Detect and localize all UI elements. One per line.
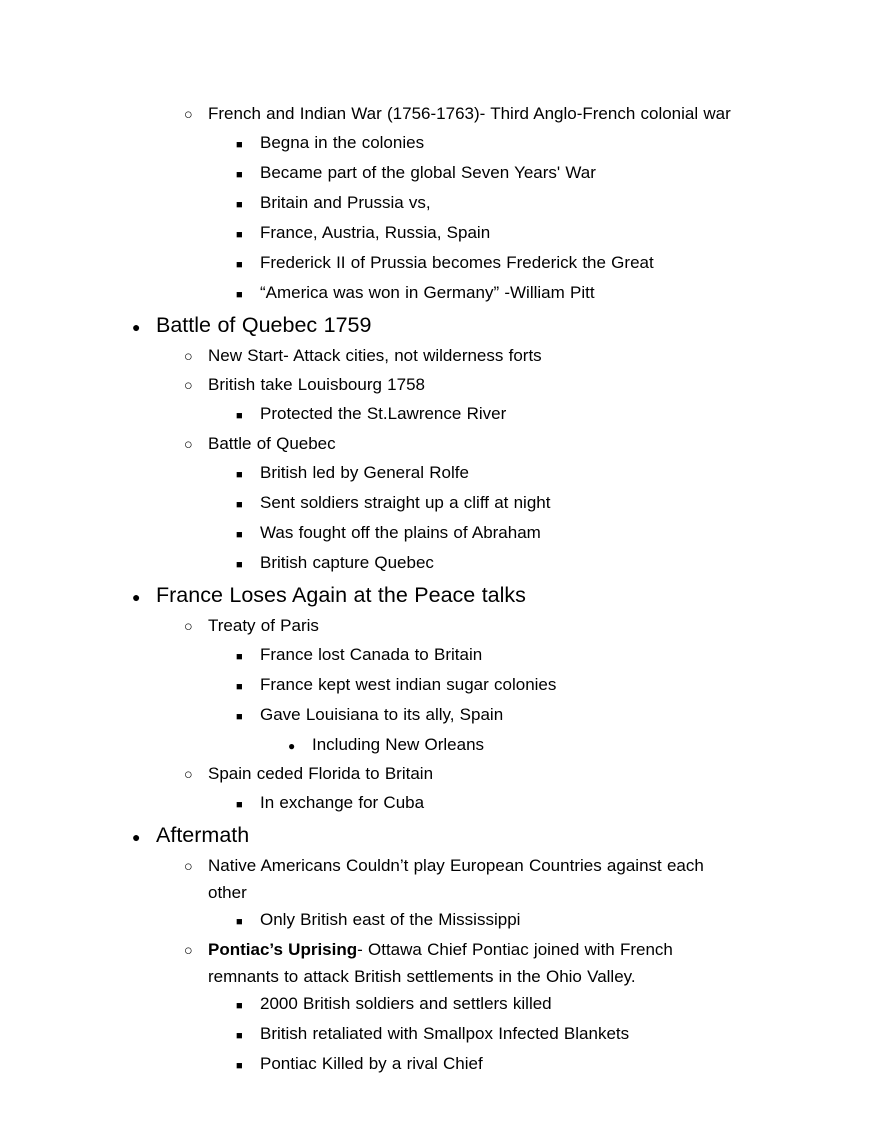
bullet-square-icon: ■ xyxy=(236,469,243,481)
list-item-text: French and Indian War (1756-1763)- Third Anglo-French colonial war xyxy=(208,104,731,123)
bullet-hollow-circle-icon: ○ xyxy=(184,943,193,959)
bullet-square-icon: ■ xyxy=(236,410,243,422)
list-item xyxy=(0,489,880,519)
list-item-text: Was fought off the plains of Abraham xyxy=(260,523,541,542)
bullet-filled-circle-icon: ● xyxy=(288,739,296,753)
bullet-hollow-circle-icon: ○ xyxy=(184,437,193,453)
list-item xyxy=(0,789,880,819)
list-item xyxy=(0,671,880,701)
list-item xyxy=(0,731,880,760)
list-item-text-bold-segment: Pontiac’s Uprising xyxy=(208,940,358,959)
list-item xyxy=(0,1050,880,1080)
list-item-text: New Start- Attack cities, not wilderness forts xyxy=(208,346,542,365)
bullet-square-icon: ■ xyxy=(236,199,243,211)
bullet-square-icon: ■ xyxy=(236,259,243,271)
list-item xyxy=(0,701,880,731)
bullet-square-icon: ■ xyxy=(236,1060,243,1072)
list-item-text-segment: - Ottawa Chief Pontiac joined with French remnants to attack British settlements in the Ohio Valley. xyxy=(208,940,673,986)
list-item xyxy=(0,581,880,612)
list-item-text: “America was won in Germany” -William Pitt xyxy=(260,283,595,302)
list-item-text: In exchange for Cuba xyxy=(260,793,425,812)
list-item-text: Sent soldiers straight up a cliff at night xyxy=(260,493,551,512)
bullet-square-icon: ■ xyxy=(236,289,243,301)
list-item-text: Aftermath xyxy=(156,823,250,847)
list-item xyxy=(0,852,880,906)
bullet-square-icon: ■ xyxy=(236,169,243,181)
list-item xyxy=(0,100,880,129)
list-item-text xyxy=(208,936,735,990)
list-item xyxy=(0,519,880,549)
list-item xyxy=(0,371,880,400)
bullet-square-icon: ■ xyxy=(236,229,243,241)
bullet-square-icon: ■ xyxy=(236,916,243,928)
list-item xyxy=(0,189,880,219)
list-item-text: France Loses Again at the Peace talks xyxy=(156,583,526,607)
bullet-hollow-circle-icon: ○ xyxy=(184,378,193,394)
list-item-text: Including New Orleans xyxy=(312,735,485,754)
list-item-text: Battle of Quebec xyxy=(208,434,336,453)
list-item-text: Britain and Prussia vs, xyxy=(260,193,431,212)
list-item-text: Only British east of the Mississippi xyxy=(260,910,521,929)
bullet-filled-circle-icon: ● xyxy=(132,319,141,335)
list-item xyxy=(0,400,880,430)
list-item-text: Frederick II of Prussia becomes Frederick the Great xyxy=(260,253,654,272)
list-item-text: Pontiac Killed by a rival Chief xyxy=(260,1054,483,1073)
list-item xyxy=(0,936,880,990)
list-item xyxy=(0,612,880,641)
list-item-text: British capture Quebec xyxy=(260,553,434,572)
list-item-text: Treaty of Paris xyxy=(208,616,319,635)
bullet-square-icon: ■ xyxy=(236,711,243,723)
bullet-square-icon: ■ xyxy=(236,529,243,541)
list-item xyxy=(0,760,880,789)
list-item xyxy=(0,549,880,579)
list-item-text: France kept west indian sugar colonies xyxy=(260,675,557,694)
bullet-square-icon: ■ xyxy=(236,681,243,693)
list-item xyxy=(0,1020,880,1050)
list-item-text: British led by General Rolfe xyxy=(260,463,469,482)
bullet-hollow-circle-icon: ○ xyxy=(184,619,193,635)
list-item-text: Begna in the colonies xyxy=(260,133,425,152)
list-item xyxy=(0,249,880,279)
list-item xyxy=(0,990,880,1020)
list-item xyxy=(0,459,880,489)
bullet-square-icon: ■ xyxy=(236,799,243,811)
list-item-text: Native Americans Couldn’t play European Countries against each other xyxy=(208,856,704,902)
list-item xyxy=(0,129,880,159)
bullet-square-icon: ■ xyxy=(236,1000,243,1012)
bullet-square-icon: ■ xyxy=(236,651,243,663)
bullet-square-icon: ■ xyxy=(236,1030,243,1042)
list-item-text: Battle of Quebec 1759 xyxy=(156,313,372,337)
list-item-text: Became part of the global Seven Years' War xyxy=(260,163,596,182)
bullet-square-icon: ■ xyxy=(236,139,243,151)
list-item-text: France lost Canada to Britain xyxy=(260,645,483,664)
bullet-filled-circle-icon: ● xyxy=(132,829,141,845)
bullet-filled-circle-icon: ● xyxy=(132,589,141,605)
list-item xyxy=(0,279,880,309)
bullet-square-icon: ■ xyxy=(236,499,243,511)
list-item xyxy=(0,311,880,342)
list-item-text: 2000 British soldiers and settlers killed xyxy=(260,994,552,1013)
list-item xyxy=(0,821,880,852)
list-item-text: Gave Louisiana to its ally, Spain xyxy=(260,705,504,724)
bullet-square-icon: ■ xyxy=(236,559,243,571)
list-item xyxy=(0,430,880,459)
list-item xyxy=(0,906,880,936)
list-item xyxy=(0,342,880,371)
list-item-text: Spain ceded Florida to Britain xyxy=(208,764,434,783)
list-item-text: Protected the St.Lawrence River xyxy=(260,404,507,423)
bullet-hollow-circle-icon: ○ xyxy=(184,767,193,783)
list-item xyxy=(0,641,880,671)
bullet-hollow-circle-icon: ○ xyxy=(184,859,193,875)
list-item xyxy=(0,159,880,189)
bullet-hollow-circle-icon: ○ xyxy=(184,107,193,123)
list-item-text: British take Louisbourg 1758 xyxy=(208,375,425,394)
list-item-text: France, Austria, Russia, Spain xyxy=(260,223,491,242)
bullet-hollow-circle-icon: ○ xyxy=(184,349,193,365)
list-item xyxy=(0,219,880,249)
outline-list xyxy=(0,100,880,1080)
list-item-text: British retaliated with Smallpox Infected Blankets xyxy=(260,1024,630,1043)
